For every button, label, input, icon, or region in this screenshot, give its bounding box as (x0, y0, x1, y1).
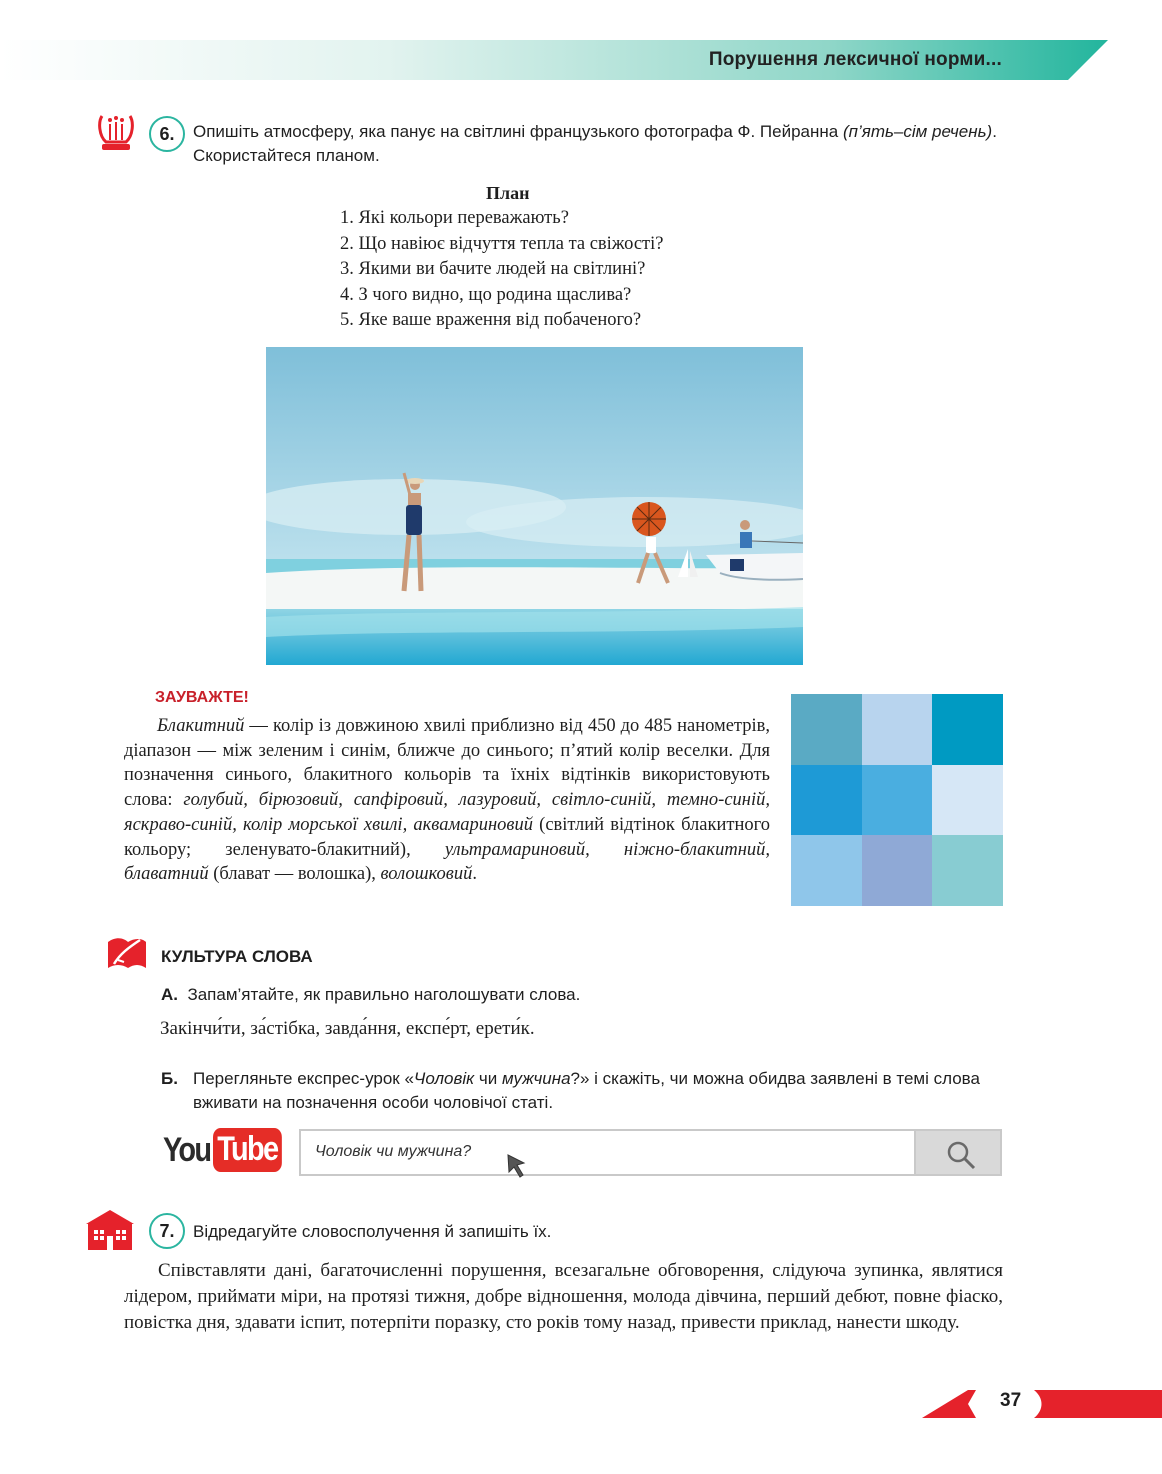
color-swatch (862, 835, 933, 906)
page-header-title: Порушення лексичної норми... (708, 49, 1002, 70)
task-6-instruction (193, 120, 1008, 168)
task-6-text: Опишіть атмосферу, яка панує на світлині французького фотографа Ф. Пейранна (193, 122, 843, 141)
task-6-number: 6. (149, 116, 185, 152)
item-b-italic-2: мужчина (501, 1069, 571, 1088)
note-heading: ЗАУВАЖТЕ! (155, 689, 249, 706)
search-input-value: Чоловік чи мужчина? (315, 1143, 472, 1160)
page-number: 37 (1000, 1390, 1022, 1411)
color-swatch (862, 765, 933, 836)
plan-item: 2. Що навіює відчуття тепла та свіжості? (340, 233, 664, 254)
beach-photo (266, 347, 803, 665)
task-7-instruction: Відредагуйте словосполучення й запишіть їх. (193, 1222, 552, 1241)
youtube-logo (163, 1128, 293, 1172)
plan-list (340, 206, 664, 334)
task-7-body: Співставляти дані, багаточисленні порушення, всезагальне обговорення, слідуюча зупинка, являтися лідером, приймати міри, на протязі тижня, добре відношення, молода дівчина, перший дебют, повне фіаско, повістка дня, здавати іспит, потерпіти поразку, сто років тому назад, привести приклад, нанести шкоду. (124, 1260, 1003, 1333)
item-b-italic-1: Чоловік (413, 1069, 475, 1088)
item-b-text (193, 1067, 1006, 1115)
note-words-2: ультрамариновий, ніжно-блакитний, блаватний (124, 839, 770, 885)
item-b-text-3: ?» і скажіть, чи можна обидва заявлені в темі слова вживати на позначення особи чоловічої статі. (193, 1069, 980, 1112)
house-icon (84, 1208, 136, 1252)
plan-title: План (486, 183, 530, 203)
culture-item-a (161, 983, 580, 1007)
search-input[interactable] (299, 1129, 916, 1176)
item-b-text-2: чи (474, 1069, 502, 1088)
quill-book-icon (104, 934, 148, 976)
task-7-number: 7. (149, 1213, 185, 1249)
plan-item: 1. Які кольори переважають? (340, 208, 569, 228)
item-b-text-1: Перегляньте експрес-урок « (193, 1069, 414, 1088)
youtube-logo-tube: Tube (213, 1128, 282, 1172)
search-button[interactable] (916, 1129, 1002, 1176)
blue-swatch-grid (791, 694, 1003, 906)
lyre-icon (96, 112, 136, 154)
note-term: Блакитний (157, 716, 245, 736)
plan-item: 3. Якими ви бачите людей на світлині? (340, 259, 646, 279)
note-text (124, 714, 770, 887)
youtube-logo-you: You (163, 1130, 211, 1169)
culture-item-b (161, 1067, 1006, 1115)
culture-heading: КУЛЬТУРА СЛОВА (161, 947, 313, 966)
item-a-letter: А. (161, 985, 178, 1004)
item-a-text: Запам’ятайте, як правильно наголошувати слова. (187, 985, 581, 1004)
search-icon (944, 1138, 978, 1172)
color-swatch (791, 765, 862, 836)
color-swatch (791, 835, 862, 906)
note-words-3: волошковий (380, 864, 473, 885)
note-definition: — колір із довжиною хвилі приблизно від 450 до 485 нанометрів, діапазон — між зеленим і синім, ближче до синього; п’ятий колір веселки. Для позначення синього, блакитного кольорів та їхніх відтінків використовують слова: (124, 716, 770, 811)
task-6-text-end: . Скористайтеся планом. (193, 122, 997, 165)
color-swatch (791, 694, 862, 765)
color-swatch (932, 694, 1003, 765)
page-number-band (922, 1388, 1162, 1420)
task-6-italic: (п’ять–сім речень) (842, 122, 993, 141)
note-explain-2: (блават — волошка), (208, 864, 381, 885)
item-b-letter: Б. (161, 1069, 178, 1088)
color-swatch (932, 765, 1003, 836)
stress-words: Закінчи́ти, за́стібка, завда́ння, експе́рт, ерети́к. (160, 1018, 535, 1039)
note-explain-1: (світлий відтінок блакитного кольору; зеленувато-блакитний), (124, 814, 771, 860)
color-swatch (862, 694, 933, 765)
color-swatch (932, 835, 1003, 906)
note-words-1: голубий, бірюзовий, сапфіровий, лазуровий, світло-синій, темно-синій, яскраво-синій, колір морської хвилі, аквамариновий (124, 790, 770, 835)
plan-item: 5. Яке ваше враження від побаченого? (340, 310, 642, 330)
note-end: . (472, 864, 477, 885)
cursor-arrow-icon (506, 1153, 534, 1179)
plan-item: 4. З чого видно, що родина щаслива? (340, 284, 632, 305)
